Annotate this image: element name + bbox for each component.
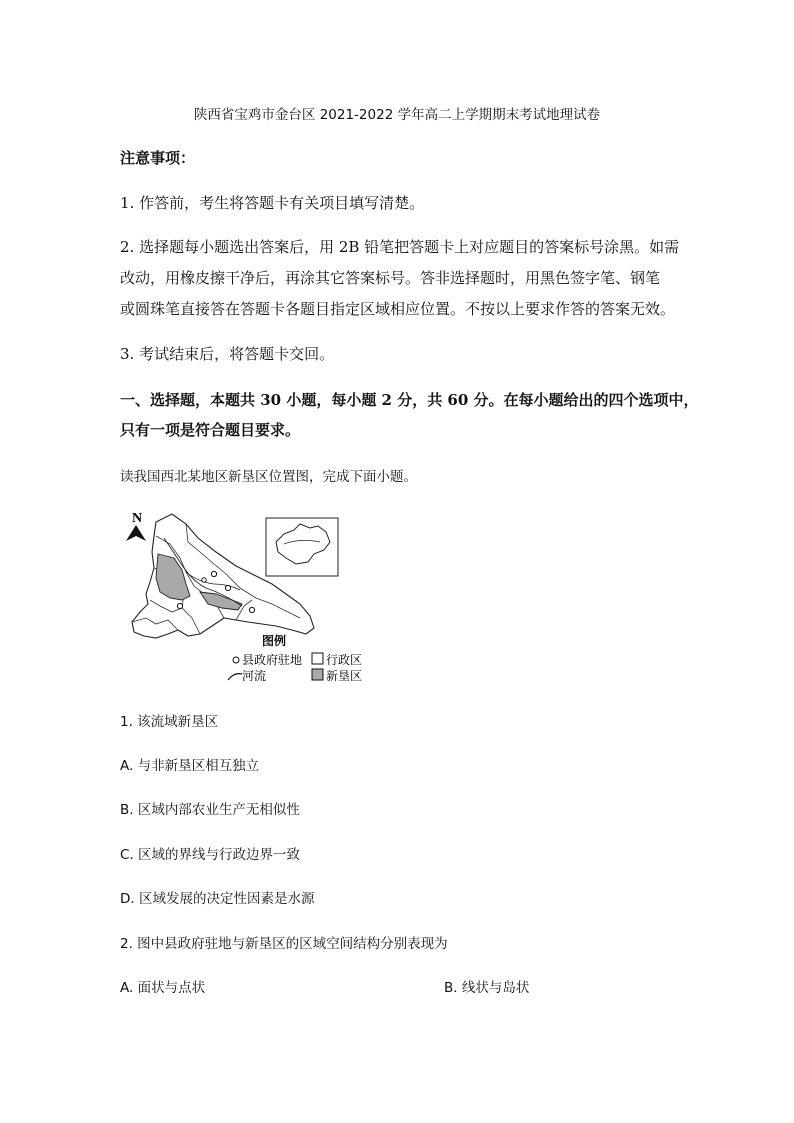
county-seat-marker — [249, 607, 254, 612]
notice-item-3: 3. 考试结束后，将答题卡交回。 — [120, 345, 335, 363]
question-2-option-b: B. 线状与岛状 — [444, 980, 530, 996]
legend-river-icon — [228, 674, 242, 680]
notice-item-1: 1. 作答前，考生将答题卡有关项目填写清楚。 — [120, 194, 425, 212]
county-seat-marker — [177, 603, 182, 608]
legend-reclaim-icon — [312, 669, 323, 680]
notice-item-2-line-3: 或圆珠笔直接答在答题卡各题目指定区域相应位置。不按以上要求作答的答案无效。 — [120, 300, 676, 318]
notice-item-2-line-1: 2. 选择题每小题选出答案后，用 2B 铅笔把答题卡上对应题目的答案标号涂黑。如需 — [120, 238, 680, 256]
section-heading-line-2: 只有一项是符合题目要求。 — [120, 421, 301, 439]
legend-admin-label: 行政区 — [326, 653, 363, 667]
legend-admin-icon — [312, 653, 323, 664]
notice-heading: 注意事项： — [120, 149, 196, 167]
reclamation-map — [124, 508, 374, 688]
section-heading-line-1: 一、选择题，本题共 30 小题，每小题 2 分，共 60 分。在每小题给出的四个选项中， — [120, 391, 699, 409]
north-label: N — [132, 511, 143, 526]
question-1-option-a: A. 与非新垦区相互独立 — [120, 758, 260, 774]
north-arrow-icon — [126, 525, 146, 541]
question-1-option-b: B. 区域内部农业生产无相似性 — [120, 802, 300, 818]
question-intro: 读我国西北某地区新垦区位置图，完成下面小题。 — [120, 469, 417, 485]
legend-seat-icon — [233, 657, 239, 663]
county-seat-marker — [211, 571, 216, 576]
legend-reclaim-label: 新垦区 — [326, 669, 363, 683]
county-seat-marker — [225, 585, 230, 590]
question-2-option-a: A. 面状与点状 — [120, 980, 206, 996]
question-1-stem: 1. 该流域新垦区 — [120, 714, 219, 730]
question-1-option-d: D. 区域发展的决定性因素是水源 — [120, 891, 315, 907]
notice-item-2-line-2: 改动，用橡皮擦干净后，再涂其它答案标号。答非选择题时，用黑色签字笔、钢笔 — [120, 269, 661, 287]
question-2-stem: 2. 图中县政府驻地与新垦区的区域空间结构分别表现为 — [120, 936, 448, 952]
legend-title: 图例 — [262, 634, 287, 648]
question-1-option-c: C. 区域的界线与行政边界一致 — [120, 847, 301, 863]
legend-river-label: 河流 — [242, 669, 267, 683]
document-title: 陕西省宝鸡市金台区 2021-2022 学年高二上学期期末考试地理试卷 — [193, 107, 601, 123]
legend-seat-label: 县政府驻地 — [242, 653, 303, 667]
county-seat-marker — [202, 578, 206, 582]
